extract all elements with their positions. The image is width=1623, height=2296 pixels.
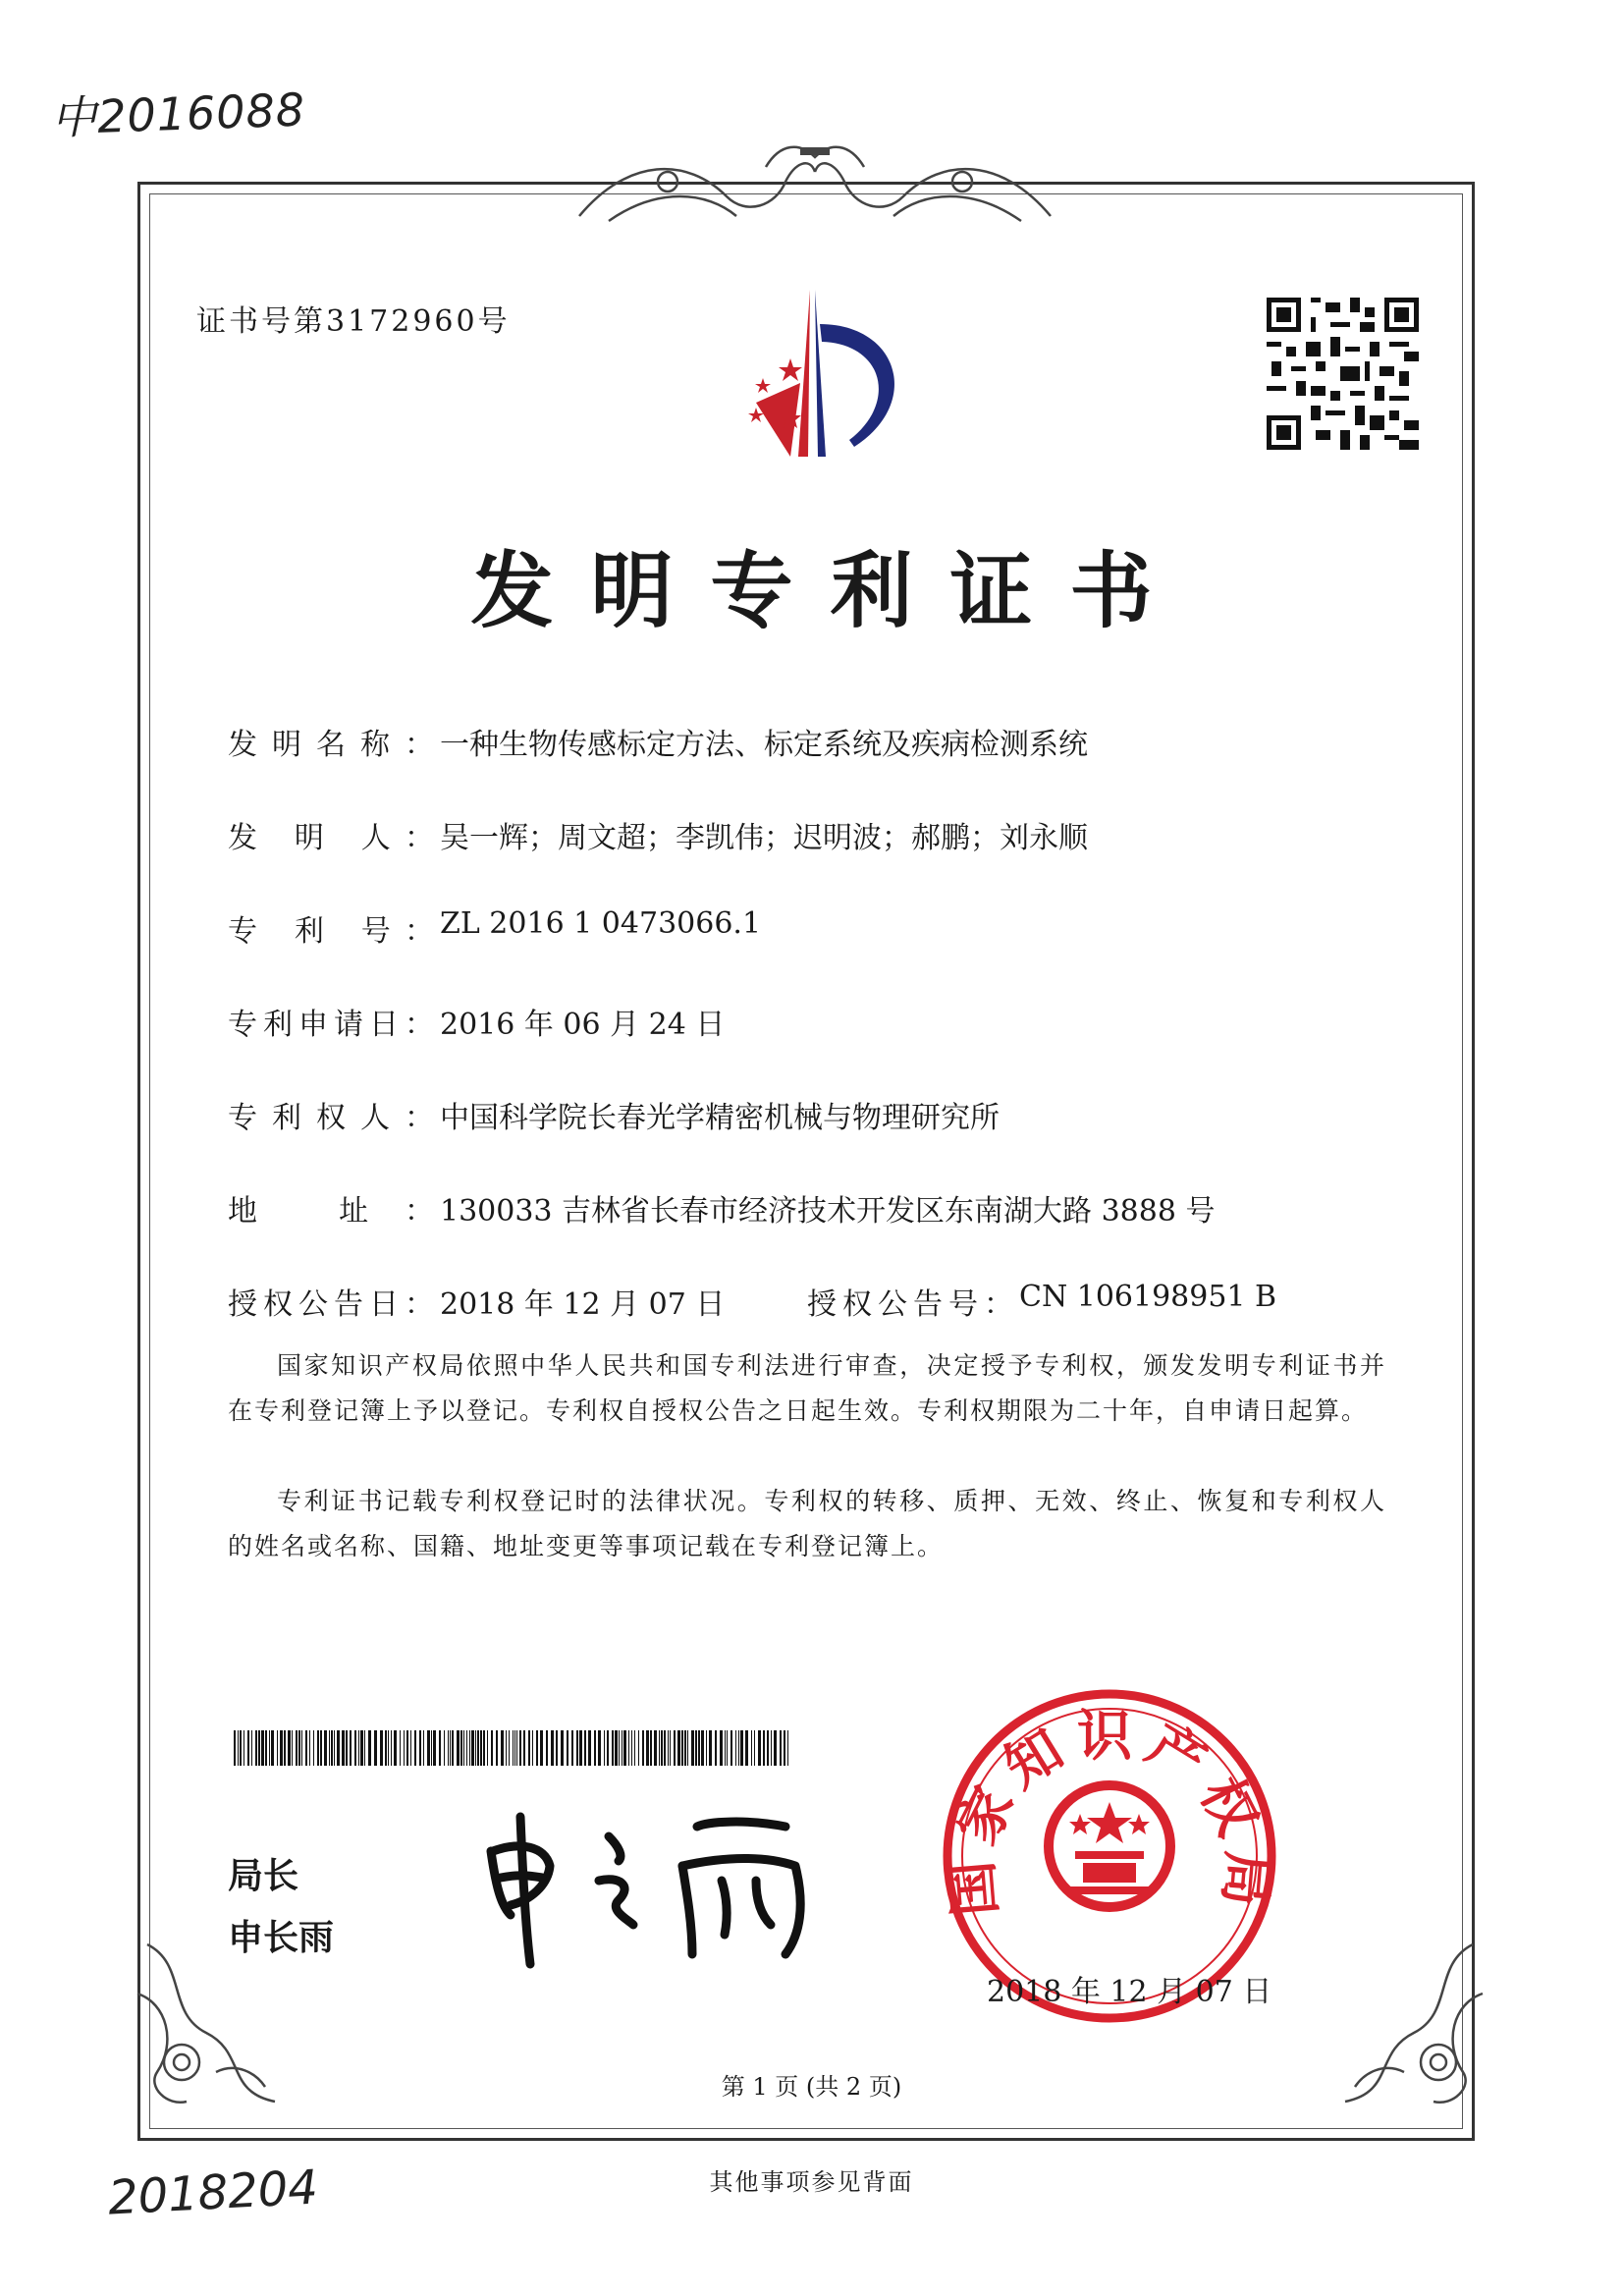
seal-text: 国家知识产权局 [939, 1704, 1280, 1919]
address-label: 地 址： [228, 1194, 434, 1229]
patentee-field [228, 1093, 1000, 1136]
handwritten-reference-bottom: 2018204 [106, 2159, 320, 2226]
patent-number-field [228, 906, 761, 950]
grant-date-value: 2018 年 12 月 07 日 [440, 1287, 726, 1322]
patentee-value: 中国科学院长春光学精密机械与物理研究所 [440, 1101, 1000, 1135]
invention-name-value: 一种生物传感标定方法、标定系统及疾病检测系统 [440, 728, 1088, 762]
seal-date: 2018 年 12 月 07 日 [987, 1975, 1272, 2009]
cnipa-logo [682, 285, 938, 471]
handwritten-signature [471, 1807, 825, 1974]
patentee-label: 专利权人： [228, 1101, 434, 1135]
invention-name-label: 发明名称： [228, 728, 434, 762]
grant-number-label: 授权公告号： [807, 1287, 1013, 1322]
address-value: 130033 吉林省长春市经济技术开发区东南湖大路 3888 号 [440, 1194, 1216, 1229]
page-number: 第 1 页 (共 2 页) [721, 2073, 902, 2101]
application-date-value: 2016 年 06 月 24 日 [440, 1008, 726, 1042]
handwritten-reference-top: 中2016088 [50, 82, 306, 145]
footer-note: 其他事项参见背面 [709, 2168, 914, 2196]
signatory-title: 局长 [228, 1856, 299, 1896]
statement-paragraph: 国家知识产权局依照中华人民共和国专利法进行审查，决定授予专利权，颁发发明专利证书并在专利登记簿上予以登记。专利权自授权公告之日起生效。专利权期限为二十年，自申请日起算。 [228, 1351, 1386, 1425]
grant-number-field [807, 1280, 1276, 1323]
grant-number-value: CN 106198951 B [1019, 1280, 1277, 1314]
top-ornament [569, 137, 1060, 231]
inventors-value: 吴一辉；周文超；李凯伟；迟明波；郝鹏；刘永顺 [440, 821, 1088, 855]
signatory-name: 申长雨 [228, 1918, 335, 1958]
patent-number-label: 专 利 号： [228, 914, 434, 949]
certificate-title: 发明专利证书 [470, 542, 1190, 639]
address-field [228, 1186, 1215, 1230]
qr-code [1267, 298, 1419, 450]
barcode [234, 1730, 793, 1766]
invention-name-field [228, 720, 1088, 763]
patent-number-value: ZL 2016 1 0473066.1 [440, 906, 762, 941]
grant-date-label: 授权公告日： [228, 1287, 434, 1322]
application-date-label: 专利申请日： [228, 1008, 434, 1042]
grant-date-field [228, 1280, 725, 1323]
legal-status-paragraph: 专利证书记载专利权登记时的法律状况。专利权的转移、质押、无效、终止、恢复和专利权人的姓名或名称、国籍、地址变更等事项记载在专利登记簿上。 [228, 1487, 1386, 1560]
certificate-number: 证书号第3172960号 [196, 304, 511, 339]
application-date-field [228, 1000, 725, 1043]
inventors-label: 发 明 人： [228, 821, 434, 855]
inventors-field [228, 813, 1088, 856]
